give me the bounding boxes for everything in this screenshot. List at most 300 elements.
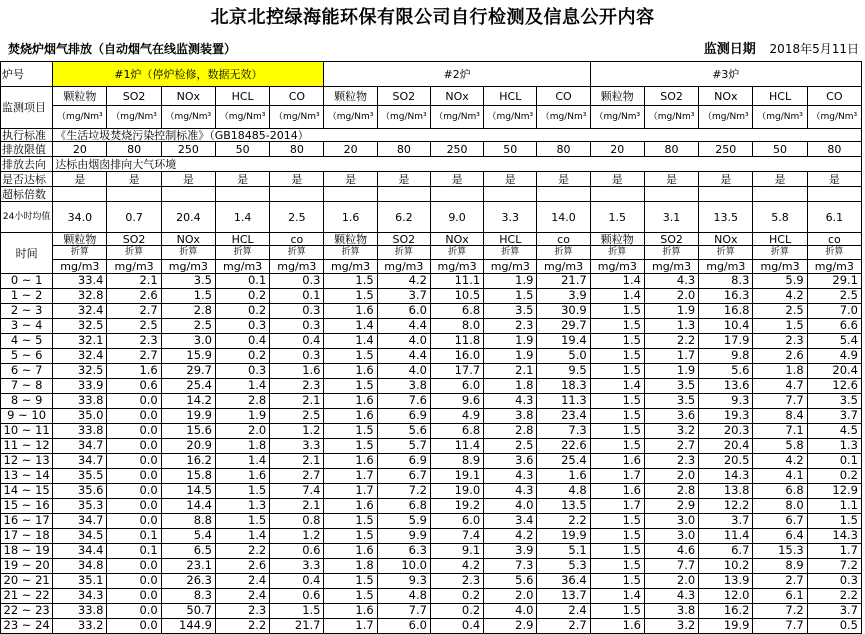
time-slot: 0 ~ 1 <box>1 274 53 289</box>
hourly-item-header: NOx <box>430 233 483 246</box>
destination-label: 排放去向 <box>1 157 53 172</box>
item-unit-header: （mg/Nm³ <box>753 106 807 129</box>
exceed-value <box>270 187 324 202</box>
hourly-value: 1.5 <box>324 589 377 604</box>
convert-header: 折算 <box>324 246 377 260</box>
hourly-value: 7.2 <box>377 484 430 499</box>
hourly-value: 11.1 <box>430 274 483 289</box>
hourly-value: 2.1 <box>107 274 161 289</box>
hourly-value: 33.8 <box>53 394 107 409</box>
hourly-value: 34.5 <box>53 529 107 544</box>
table-row <box>1 604 862 619</box>
hourly-value: 1.5 <box>590 394 644 409</box>
hourly-value: 10.4 <box>699 319 753 334</box>
hourly-value: 5.6 <box>699 364 753 379</box>
hourly-value: 1.4 <box>590 289 644 304</box>
hourly-value: 3.0 <box>644 514 698 529</box>
convert-header: 折算 <box>215 246 269 260</box>
hourly-value: 1.7 <box>324 619 377 634</box>
hourly-value: 20.4 <box>699 439 753 454</box>
hourly-value: 0.0 <box>107 484 161 499</box>
time-slot: 21 ~ 22 <box>1 589 53 604</box>
hourly-value: 2.5 <box>161 319 215 334</box>
hourly-value: 1.9 <box>484 334 537 349</box>
hourly-value: 2.3 <box>753 334 807 349</box>
hourly-value: 34.4 <box>53 544 107 559</box>
hourly-value: 2.0 <box>644 469 698 484</box>
hourly-value: 6.0 <box>377 304 430 319</box>
hourly-value: 1.6 <box>324 364 377 379</box>
hourly-value: 0.1 <box>215 274 269 289</box>
avg-value: 1.6 <box>324 202 377 233</box>
hourly-value: 5.6 <box>484 574 537 589</box>
time-slot: 13 ~ 14 <box>1 469 53 484</box>
item-unit-header: （mg/Nm³ <box>537 106 590 129</box>
hourly-value: 6.7 <box>377 469 430 484</box>
table-row <box>1 379 862 394</box>
hourly-value: 1.5 <box>590 349 644 364</box>
convert-header: 折算 <box>53 246 107 260</box>
hourly-value: 9.8 <box>699 349 753 364</box>
hourly-value: 16.2 <box>699 604 753 619</box>
hourly-value: 25.4 <box>537 454 590 469</box>
exceed-value <box>430 187 483 202</box>
hourly-value: 0.0 <box>107 454 161 469</box>
hourly-value: 1.5 <box>590 529 644 544</box>
hourly-value: 2.1 <box>270 454 324 469</box>
limit-value: 80 <box>644 142 698 157</box>
convert-header: 折算 <box>161 246 215 260</box>
limit-value: 50 <box>215 142 269 157</box>
time-slot: 17 ~ 18 <box>1 529 53 544</box>
hourly-value: 8.8 <box>161 514 215 529</box>
hourly-value: 5.9 <box>377 514 430 529</box>
exceed-value <box>161 187 215 202</box>
hourly-value: 4.3 <box>644 274 698 289</box>
hourly-value: 1.7 <box>644 349 698 364</box>
hourly-unit-header: mg/m3 <box>161 260 215 274</box>
limit-value: 20 <box>53 142 107 157</box>
hourly-value: 4.8 <box>537 484 590 499</box>
hourly-value: 20.4 <box>807 364 861 379</box>
hourly-value: 2.5 <box>807 289 861 304</box>
hourly-item-header: SO2 <box>107 233 161 246</box>
hourly-value: 1.6 <box>324 604 377 619</box>
time-slot: 14 ~ 15 <box>1 484 53 499</box>
limit-value: 20 <box>590 142 644 157</box>
hourly-value: 2.5 <box>107 319 161 334</box>
time-slot: 19 ~ 20 <box>1 559 53 574</box>
exceed-value <box>753 187 807 202</box>
limit-value: 80 <box>107 142 161 157</box>
hourly-value: 7.2 <box>753 604 807 619</box>
compliant-value: 是 <box>699 172 753 187</box>
compliant-value: 是 <box>107 172 161 187</box>
hourly-value: 19.4 <box>537 334 590 349</box>
hourly-value: 2.5 <box>270 409 324 424</box>
standard-text: 《生活垃圾焚烧污染控制标准》（GB18485-2014） <box>53 129 862 142</box>
hourly-value: 34.7 <box>53 439 107 454</box>
date-label: 监测日期 <box>703 42 756 57</box>
hourly-value: 5.7 <box>377 439 430 454</box>
hourly-value: 6.0 <box>430 379 483 394</box>
convert-header: 折算 <box>107 246 161 260</box>
hourly-value: 19.9 <box>699 619 753 634</box>
hourly-value: 8.3 <box>161 589 215 604</box>
hourly-value: 6.7 <box>699 544 753 559</box>
item-name-header: NOx <box>430 87 483 106</box>
time-slot: 2 ~ 3 <box>1 304 53 319</box>
hourly-value: 13.5 <box>537 499 590 514</box>
hourly-value: 11.8 <box>430 334 483 349</box>
hourly-value: 3.8 <box>377 379 430 394</box>
item-name-header: SO2 <box>644 87 698 106</box>
hourly-value: 0.2 <box>215 289 269 304</box>
hourly-value: 1.7 <box>590 499 644 514</box>
item-name-header: CO <box>807 87 861 106</box>
hourly-value: 1.4 <box>324 334 377 349</box>
hourly-value: 1.5 <box>590 604 644 619</box>
hourly-value: 0.0 <box>107 499 161 514</box>
hourly-value: 3.3 <box>270 439 324 454</box>
hourly-value: 1.5 <box>324 274 377 289</box>
hourly-unit-header: mg/m3 <box>377 260 430 274</box>
item-name-header: NOx <box>161 87 215 106</box>
convert-header: 折算 <box>699 246 753 260</box>
hourly-unit-header: mg/m3 <box>807 260 861 274</box>
hourly-value: 1.5 <box>590 544 644 559</box>
hourly-value: 14.5 <box>161 484 215 499</box>
hourly-value: 0.0 <box>107 589 161 604</box>
hourly-value: 1.5 <box>807 514 861 529</box>
hourly-unit-header: mg/m3 <box>484 260 537 274</box>
hourly-value: 35.3 <box>53 499 107 514</box>
table-row <box>1 364 862 379</box>
hourly-value: 29.1 <box>807 274 861 289</box>
table-row <box>1 544 862 559</box>
hourly-value: 1.6 <box>107 364 161 379</box>
hourly-value: 1.6 <box>324 304 377 319</box>
hourly-value: 1.4 <box>590 274 644 289</box>
exceed-value <box>537 187 590 202</box>
hourly-value: 2.4 <box>215 574 269 589</box>
hourly-value: 9.9 <box>377 529 430 544</box>
hourly-value: 1.5 <box>215 514 269 529</box>
item-name-header: HCL <box>484 87 537 106</box>
hourly-value: 2.2 <box>644 334 698 349</box>
hourly-value: 1.5 <box>590 319 644 334</box>
hourly-value: 3.4 <box>484 514 537 529</box>
hourly-value: 1.3 <box>644 319 698 334</box>
hourly-value: 1.9 <box>644 304 698 319</box>
hourly-value: 2.8 <box>161 304 215 319</box>
hourly-value: 5.0 <box>537 349 590 364</box>
hourly-value: 7.1 <box>753 424 807 439</box>
hourly-value: 4.3 <box>644 589 698 604</box>
compliant-value: 是 <box>161 172 215 187</box>
hourly-value: 1.5 <box>590 574 644 589</box>
hourly-value: 2.4 <box>537 604 590 619</box>
avg-value: 13.5 <box>699 202 753 233</box>
standard-label: 执行标准 <box>1 129 53 142</box>
hourly-value: 33.2 <box>53 619 107 634</box>
item-unit-header: （mg/Nm³ <box>430 106 483 129</box>
hourly-value: 20.9 <box>161 439 215 454</box>
table-row <box>1 484 862 499</box>
hourly-value: 1.3 <box>807 439 861 454</box>
furnace-2-header: #2炉 <box>324 62 590 87</box>
hourly-value: 5.3 <box>537 559 590 574</box>
hourly-value: 4.0 <box>377 334 430 349</box>
hourly-value: 0.0 <box>107 514 161 529</box>
limit-value: 80 <box>537 142 590 157</box>
table-row <box>1 409 862 424</box>
hourly-unit-header: mg/m3 <box>430 260 483 274</box>
compliant-value: 是 <box>377 172 430 187</box>
hourly-value: 1.5 <box>324 574 377 589</box>
table-row <box>1 289 862 304</box>
limit-value: 50 <box>753 142 807 157</box>
hourly-value: 4.6 <box>644 544 698 559</box>
avg-label: 24小时均值 <box>1 202 53 233</box>
hourly-value: 2.2 <box>215 544 269 559</box>
hourly-value: 0.2 <box>215 349 269 364</box>
hourly-value: 4.7 <box>753 379 807 394</box>
hourly-unit-header: mg/m3 <box>270 260 324 274</box>
furnace-label: 炉号 <box>1 62 53 87</box>
time-slot: 22 ~ 23 <box>1 604 53 619</box>
hourly-value: 35.6 <box>53 484 107 499</box>
hourly-value: 8.0 <box>430 319 483 334</box>
convert-header: 折算 <box>807 246 861 260</box>
item-unit-header: （mg/Nm³ <box>699 106 753 129</box>
hourly-value: 3.5 <box>161 274 215 289</box>
compliant-value: 是 <box>753 172 807 187</box>
exceed-value <box>590 187 644 202</box>
hourly-value: 1.9 <box>484 349 537 364</box>
hourly-value: 1.5 <box>590 424 644 439</box>
hourly-value: 2.3 <box>484 319 537 334</box>
hourly-value: 3.5 <box>807 394 861 409</box>
hourly-value: 2.2 <box>537 514 590 529</box>
hourly-value: 1.2 <box>270 424 324 439</box>
destination-text: 达标由烟囱排向大气环境 <box>53 157 862 172</box>
hourly-value: 1.4 <box>324 319 377 334</box>
limit-value: 250 <box>699 142 753 157</box>
hourly-value: 1.7 <box>324 469 377 484</box>
hourly-unit-header: mg/m3 <box>215 260 269 274</box>
hourly-value: 14.3 <box>807 529 861 544</box>
hourly-value: 0.1 <box>270 289 324 304</box>
hourly-value: 2.1 <box>484 364 537 379</box>
hourly-value: 1.4 <box>215 454 269 469</box>
hourly-value: 32.8 <box>53 289 107 304</box>
date-value: 2018年5月11日 <box>769 42 859 56</box>
item-name-header: 颗粒物 <box>53 87 107 106</box>
furnace-3-header: #3炉 <box>590 62 861 87</box>
hourly-value: 1.4 <box>215 529 269 544</box>
hourly-value: 0.0 <box>107 409 161 424</box>
hourly-value: 0.3 <box>270 349 324 364</box>
hourly-value: 32.5 <box>53 364 107 379</box>
hourly-value: 6.3 <box>377 544 430 559</box>
hourly-value: 14.4 <box>161 499 215 514</box>
hourly-value: 5.9 <box>753 274 807 289</box>
avg-value: 9.0 <box>430 202 483 233</box>
hourly-value: 2.1 <box>270 394 324 409</box>
hourly-value: 3.7 <box>377 289 430 304</box>
convert-header: 折算 <box>484 246 537 260</box>
item-name-header: NOx <box>699 87 753 106</box>
time-slot: 12 ~ 13 <box>1 454 53 469</box>
table-row <box>1 334 862 349</box>
hourly-value: 4.3 <box>484 394 537 409</box>
hourly-value: 3.2 <box>644 424 698 439</box>
hourly-value: 23.4 <box>537 409 590 424</box>
hourly-value: 4.3 <box>484 484 537 499</box>
hourly-value: 16.2 <box>161 454 215 469</box>
convert-header: 折算 <box>270 246 324 260</box>
table-row <box>1 559 862 574</box>
hourly-value: 17.9 <box>699 334 753 349</box>
hourly-value: 2.3 <box>430 574 483 589</box>
hourly-value: 25.4 <box>161 379 215 394</box>
hourly-value: 20.5 <box>699 454 753 469</box>
table-row <box>1 319 862 334</box>
hourly-value: 0.3 <box>270 304 324 319</box>
item-name-header: HCL <box>753 87 807 106</box>
hourly-value: 17.7 <box>430 364 483 379</box>
hourly-value: 8.0 <box>753 499 807 514</box>
hourly-item-header: HCL <box>484 233 537 246</box>
hourly-value: 2.7 <box>107 304 161 319</box>
compliant-value: 是 <box>53 172 107 187</box>
hourly-item-header: 颗粒物 <box>590 233 644 246</box>
hourly-value: 2.3 <box>644 454 698 469</box>
hourly-value: 9.3 <box>377 574 430 589</box>
hourly-value: 2.1 <box>270 499 324 514</box>
hourly-value: 5.6 <box>377 424 430 439</box>
hourly-item-header: 颗粒物 <box>53 233 107 246</box>
item-unit-header: （mg/Nm³ <box>590 106 644 129</box>
hourly-unit-header: mg/m3 <box>753 260 807 274</box>
hourly-value: 1.1 <box>807 499 861 514</box>
hourly-value: 0.3 <box>270 319 324 334</box>
table-row <box>1 589 862 604</box>
hourly-value: 2.5 <box>753 304 807 319</box>
hourly-value: 21.7 <box>270 619 324 634</box>
hourly-value: 10.0 <box>377 559 430 574</box>
hourly-value: 3.6 <box>644 409 698 424</box>
compliant-value: 是 <box>215 172 269 187</box>
hourly-value: 19.2 <box>430 499 483 514</box>
time-label: 时间 <box>1 233 53 274</box>
item-unit-header: （mg/Nm³ <box>107 106 161 129</box>
hourly-value: 3.5 <box>644 379 698 394</box>
hourly-value: 7.2 <box>807 559 861 574</box>
hourly-value: 1.7 <box>807 544 861 559</box>
avg-value: 5.8 <box>753 202 807 233</box>
hourly-unit-header: mg/m3 <box>324 260 377 274</box>
hourly-value: 14.3 <box>699 469 753 484</box>
page-title: 北京北控绿海能环保有限公司自行检测及信息公开内容 <box>210 7 655 28</box>
hourly-value: 4.4 <box>377 349 430 364</box>
hourly-value: 34.7 <box>53 454 107 469</box>
hourly-value: 1.5 <box>590 304 644 319</box>
hourly-value: 3.7 <box>807 409 861 424</box>
hourly-value: 6.0 <box>377 619 430 634</box>
hourly-value: 15.9 <box>161 349 215 364</box>
hourly-value: 7.4 <box>270 484 324 499</box>
hourly-value: 0.0 <box>107 574 161 589</box>
hourly-value: 7.3 <box>537 424 590 439</box>
hourly-value: 6.9 <box>377 454 430 469</box>
hourly-value: 6.9 <box>377 409 430 424</box>
hourly-value: 6.0 <box>430 514 483 529</box>
hourly-value: 15.8 <box>161 469 215 484</box>
hourly-value: 1.6 <box>590 619 644 634</box>
hourly-value: 1.6 <box>324 454 377 469</box>
hourly-value: 13.9 <box>699 574 753 589</box>
hourly-value: 6.8 <box>377 499 430 514</box>
hourly-value: 6.8 <box>430 424 483 439</box>
hourly-value: 35.1 <box>53 574 107 589</box>
hourly-value: 1.6 <box>324 499 377 514</box>
hourly-value: 6.1 <box>753 589 807 604</box>
hourly-value: 1.9 <box>215 409 269 424</box>
hourly-value: 11.4 <box>699 529 753 544</box>
item-name-header: CO <box>270 87 324 106</box>
hourly-value: 7.0 <box>807 304 861 319</box>
hourly-value: 32.4 <box>53 349 107 364</box>
exceed-label: 超标倍数 <box>1 187 53 202</box>
limit-value: 80 <box>270 142 324 157</box>
hourly-value: 35.0 <box>53 409 107 424</box>
hourly-value: 12.0 <box>699 589 753 604</box>
item-name-header: 颗粒物 <box>324 87 377 106</box>
hourly-value: 21.7 <box>537 274 590 289</box>
hourly-value: 4.0 <box>377 364 430 379</box>
hourly-value: 6.8 <box>430 304 483 319</box>
item-unit-header: （mg/Nm³ <box>484 106 537 129</box>
hourly-value: 0.4 <box>430 619 483 634</box>
time-slot: 9 ~ 10 <box>1 409 53 424</box>
hourly-value: 2.0 <box>644 574 698 589</box>
hourly-value: 0.6 <box>270 589 324 604</box>
compliant-value: 是 <box>644 172 698 187</box>
hourly-value: 4.2 <box>430 559 483 574</box>
hourly-value: 34.8 <box>53 559 107 574</box>
avg-value: 1.5 <box>590 202 644 233</box>
hourly-value: 19.0 <box>430 484 483 499</box>
limit-value: 80 <box>807 142 861 157</box>
hourly-item-header: SO2 <box>644 233 698 246</box>
hourly-value: 33.9 <box>53 379 107 394</box>
hourly-value: 1.4 <box>590 589 644 604</box>
hourly-value: 19.1 <box>430 469 483 484</box>
hourly-value: 19.3 <box>699 409 753 424</box>
time-slot: 11 ~ 12 <box>1 439 53 454</box>
hourly-value: 2.4 <box>215 589 269 604</box>
exceed-value <box>377 187 430 202</box>
time-slot: 10 ~ 11 <box>1 424 53 439</box>
avg-value: 1.4 <box>215 202 269 233</box>
hourly-value: 0.3 <box>807 574 861 589</box>
hourly-item-header: NOx <box>699 233 753 246</box>
convert-header: 折算 <box>753 246 807 260</box>
hourly-value: 2.9 <box>644 499 698 514</box>
compliant-value: 是 <box>484 172 537 187</box>
